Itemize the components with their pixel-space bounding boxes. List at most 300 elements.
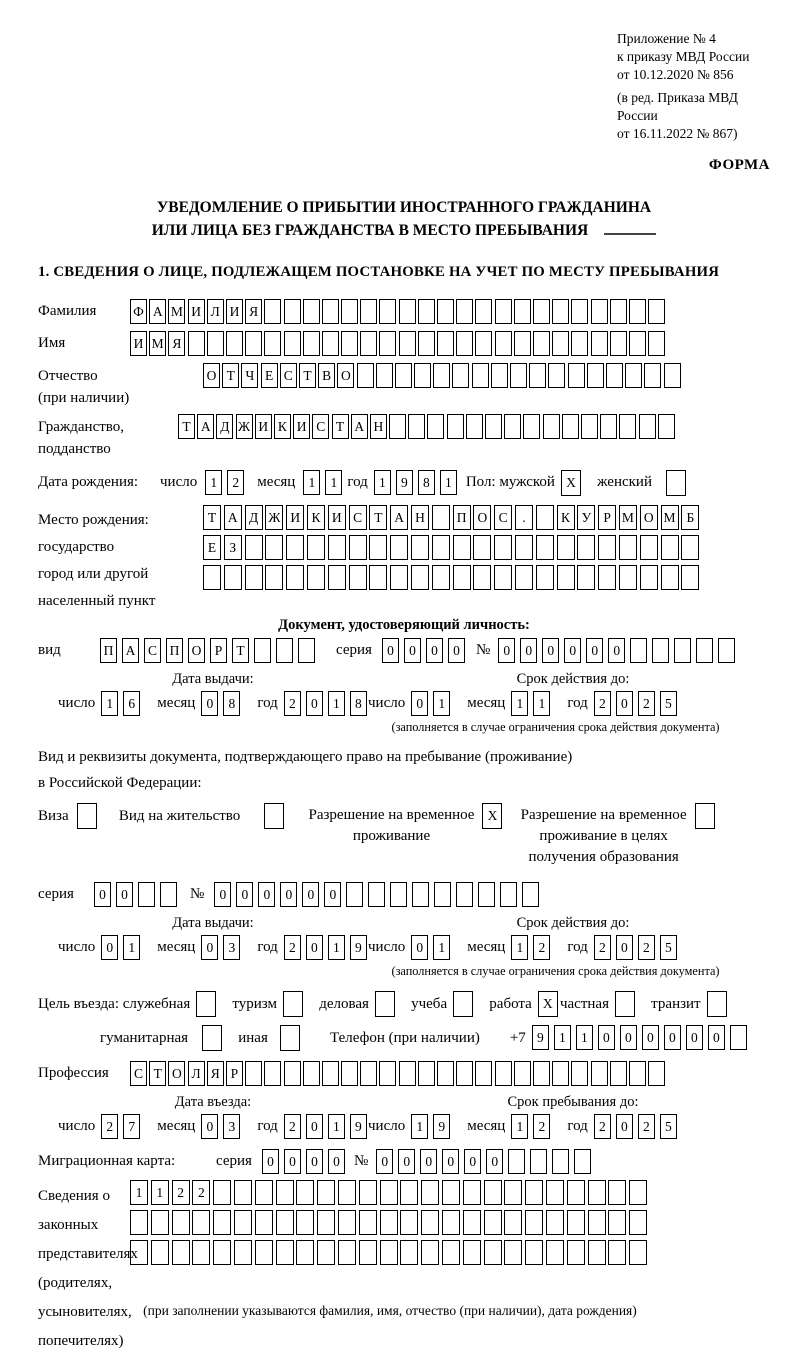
char-cell	[610, 299, 627, 324]
char-cell: 0	[598, 1025, 615, 1050]
char-cell: О	[188, 638, 205, 663]
char-cell	[265, 565, 283, 590]
char-cell: М	[619, 505, 637, 530]
name-row	[38, 331, 770, 356]
char-cell	[447, 414, 464, 439]
char-cell	[473, 565, 491, 590]
char-cell	[380, 1240, 398, 1265]
char-cell: М	[661, 505, 679, 530]
char-cell	[514, 299, 531, 324]
char-cell	[202, 1025, 222, 1051]
char-cell	[77, 803, 97, 829]
char-cell: С	[349, 505, 367, 530]
char-cell	[510, 363, 527, 388]
char-cell: 1	[576, 1025, 593, 1050]
char-cell	[484, 1240, 502, 1265]
char-cell: 5	[660, 1114, 677, 1139]
char-cell	[317, 1240, 335, 1265]
name-cells	[130, 331, 667, 356]
char-cell	[475, 1061, 492, 1086]
char-cell: Ж	[265, 505, 283, 530]
char-cell	[629, 1240, 647, 1265]
char-cell	[207, 331, 224, 356]
char-cell: Р	[598, 505, 616, 530]
char-cell	[652, 638, 669, 663]
char-cell	[473, 535, 491, 560]
char-cell	[525, 1240, 543, 1265]
char-cell	[591, 299, 608, 324]
entry-purpose-label: Цель въезда: служебная	[38, 996, 191, 1012]
char-cell: 1	[328, 691, 345, 716]
char-cell: С	[494, 505, 512, 530]
legal-reps-row	[38, 1180, 770, 1356]
char-cell: Л	[188, 1061, 205, 1086]
day-label: число	[58, 939, 96, 955]
char-cell	[360, 331, 377, 356]
char-cell	[418, 331, 435, 356]
sex-male-label: Пол: мужской	[465, 474, 555, 490]
year-label: год	[257, 695, 278, 711]
char-cell	[296, 1240, 314, 1265]
surname-label: Фамилия	[38, 303, 97, 319]
issue-date-heading: Дата выдачи:	[172, 671, 254, 687]
appendix-line-2: к приказу МВД России	[617, 49, 750, 64]
char-cell: 0	[306, 1114, 323, 1139]
sex-female-label: женский	[597, 474, 652, 490]
char-cell: А	[122, 638, 139, 663]
char-cell	[552, 1061, 569, 1086]
char-cell: П	[166, 638, 183, 663]
migration-series-cells	[262, 1149, 350, 1174]
char-cell	[568, 363, 585, 388]
char-cell: 0	[420, 1149, 437, 1174]
char-cell	[629, 299, 646, 324]
char-cell	[463, 1180, 481, 1205]
char-cell	[674, 638, 691, 663]
char-cell: Н	[411, 505, 429, 530]
char-cell	[360, 1061, 377, 1086]
char-cell	[360, 299, 377, 324]
profession-row	[38, 1061, 770, 1086]
doc-series-label: серия	[336, 642, 372, 658]
char-cell: 1	[328, 935, 345, 960]
month-label: месяц	[157, 939, 196, 955]
char-cell: О	[640, 505, 658, 530]
char-cell: И	[130, 331, 147, 356]
char-cell	[400, 1240, 418, 1265]
char-cell	[588, 1180, 606, 1205]
char-cell: 0	[201, 1114, 218, 1139]
char-cell: 2	[594, 1114, 611, 1139]
char-cell	[390, 535, 408, 560]
char-cell	[619, 565, 637, 590]
char-cell	[523, 414, 540, 439]
residence-permit-checkbox	[264, 803, 286, 829]
char-cell: А	[197, 414, 214, 439]
char-cell	[151, 1210, 169, 1235]
char-cell: 2	[227, 470, 244, 495]
char-cell	[276, 1210, 294, 1235]
section1-heading: 1. СВЕДЕНИЯ О ЛИЦЕ, ПОДЛЕЖАЩЕМ ПОСТАНОВКЕ НА УЧЕТ ПО МЕСТУ ПРЕБЫВАНИЯ	[38, 264, 720, 280]
stay-month	[511, 1114, 555, 1139]
char-cell: 0	[236, 882, 253, 907]
char-cell: С	[280, 363, 297, 388]
char-cell	[307, 535, 325, 560]
char-cell	[254, 638, 271, 663]
char-cell	[619, 414, 636, 439]
residence-doc-dates	[38, 915, 770, 979]
char-cell: О	[168, 1061, 185, 1086]
work-label: работа	[489, 996, 532, 1012]
char-cell: Д	[216, 414, 233, 439]
residence-series-row	[38, 882, 770, 907]
char-cell: А	[224, 505, 242, 530]
char-cell	[389, 414, 406, 439]
char-cell: X	[482, 803, 502, 829]
issue-date-heading: Дата выдачи:	[172, 915, 254, 931]
char-cell	[463, 1210, 481, 1235]
char-cell: 1	[151, 1180, 169, 1205]
char-cell	[286, 535, 304, 560]
char-cell: 9	[532, 1025, 549, 1050]
birth-place-cells-block	[203, 505, 702, 590]
char-cell	[317, 1180, 335, 1205]
char-cell: С	[130, 1061, 147, 1086]
char-cell	[567, 1240, 585, 1265]
appendix-line-5: от 16.11.2022 № 867)	[617, 126, 738, 141]
char-cell	[577, 565, 595, 590]
patronymic-label: Отчество (при наличии)	[38, 368, 130, 406]
char-cell: 0	[258, 882, 275, 907]
char-cell	[495, 1061, 512, 1086]
char-cell	[245, 331, 262, 356]
char-cell	[491, 363, 508, 388]
day-label: число	[368, 1118, 406, 1134]
title-blank-line	[604, 233, 656, 235]
char-cell	[515, 535, 533, 560]
char-cell	[138, 882, 155, 907]
char-cell: 2	[638, 935, 655, 960]
month-label: месяц	[467, 939, 506, 955]
char-cell: 0	[94, 882, 111, 907]
purpose-study-checkbox	[453, 991, 475, 1017]
residence-doc-line-1: Вид и реквизиты документа, подтверждающего право на пребывание (проживание)	[38, 749, 573, 765]
birth-date-label: Дата рождения:	[38, 474, 139, 490]
residence-valid-day	[411, 935, 455, 960]
char-cell: 1	[511, 1114, 528, 1139]
other-label: иная	[238, 1030, 268, 1046]
char-cell	[432, 565, 450, 590]
doc-type-label: вид	[38, 642, 61, 658]
char-cell	[213, 1210, 231, 1235]
purpose-business-checkbox	[375, 991, 397, 1017]
migration-series-label: серия	[216, 1153, 252, 1169]
char-cell: 0	[306, 935, 323, 960]
residence-series-cells	[94, 882, 182, 907]
char-cell: 7	[123, 1114, 140, 1139]
char-cell	[529, 363, 546, 388]
char-cell: К	[307, 505, 325, 530]
char-cell: Р	[226, 1061, 243, 1086]
char-cell	[284, 299, 301, 324]
day-label: число	[58, 695, 96, 711]
char-cell	[629, 1180, 647, 1205]
phone-label: Телефон (при наличии)	[330, 1030, 480, 1046]
citizenship-row	[38, 414, 770, 460]
char-cell	[644, 363, 661, 388]
entry-date-heading: Дата въезда:	[174, 1094, 252, 1110]
char-cell: Т	[299, 363, 316, 388]
char-cell: Л	[207, 299, 224, 324]
char-cell	[494, 535, 512, 560]
study-label: учеба	[411, 996, 448, 1012]
char-cell	[536, 565, 554, 590]
char-cell	[557, 565, 575, 590]
char-cell	[359, 1180, 377, 1205]
char-cell	[188, 331, 205, 356]
char-cell	[525, 1180, 543, 1205]
char-cell	[442, 1240, 460, 1265]
char-cell: М	[149, 331, 166, 356]
char-cell: 0	[328, 1149, 345, 1174]
char-cell	[629, 1061, 646, 1086]
char-cell: 0	[302, 882, 319, 907]
appendix-line-3: от 10.12.2020 № 856	[617, 67, 734, 82]
char-cell	[453, 565, 471, 590]
char-cell: 0	[382, 638, 399, 663]
char-cell: Ж	[236, 414, 253, 439]
char-cell	[359, 1210, 377, 1235]
char-cell	[296, 1210, 314, 1235]
char-cell: 2	[172, 1180, 190, 1205]
residence-doc-type-row	[38, 803, 770, 868]
char-cell	[255, 1210, 273, 1235]
char-cell	[264, 299, 281, 324]
temp-residence-edu-checkbox	[695, 803, 717, 829]
char-cell: 1	[533, 691, 550, 716]
char-cell	[648, 299, 665, 324]
char-cell: 0	[262, 1149, 279, 1174]
char-cell	[552, 331, 569, 356]
char-cell	[442, 1180, 460, 1205]
valid-until-heading: Срок действия до:	[516, 671, 630, 687]
year-label: год	[257, 1118, 278, 1134]
char-cell: 5	[660, 691, 677, 716]
char-cell: 2	[638, 1114, 655, 1139]
entry-purpose-row-2	[38, 1025, 770, 1051]
char-cell: 2	[284, 691, 301, 716]
purpose-other-checkbox	[280, 1025, 302, 1051]
char-cell	[322, 1061, 339, 1086]
char-cell: 2	[533, 1114, 550, 1139]
char-cell	[213, 1240, 231, 1265]
char-cell	[456, 299, 473, 324]
char-cell: 0	[101, 935, 118, 960]
doc-number-cells	[498, 638, 740, 663]
char-cell	[427, 414, 444, 439]
char-cell	[548, 363, 565, 388]
stay-year	[594, 1114, 682, 1139]
char-cell: Н	[370, 414, 387, 439]
char-cell	[322, 331, 339, 356]
char-cell	[478, 882, 495, 907]
migration-number-label: №	[353, 1153, 369, 1169]
char-cell	[341, 299, 358, 324]
char-cell	[567, 1210, 585, 1235]
char-cell: 0	[608, 638, 625, 663]
char-cell: 0	[398, 1149, 415, 1174]
char-cell: 2	[638, 691, 655, 716]
citizenship-cells	[178, 414, 677, 439]
char-cell	[338, 1210, 356, 1235]
char-cell: 1	[130, 1180, 148, 1205]
phone-prefix: +7	[509, 1030, 526, 1046]
patronymic-row	[38, 363, 770, 409]
business-label: деловая	[319, 996, 369, 1012]
char-cell	[369, 565, 387, 590]
char-cell: Я	[168, 331, 185, 356]
char-cell: 0	[664, 1025, 681, 1050]
char-cell	[567, 1180, 585, 1205]
char-cell	[707, 991, 727, 1017]
char-cell	[399, 299, 416, 324]
char-cell	[349, 535, 367, 560]
char-cell	[400, 1210, 418, 1235]
char-cell	[608, 1180, 626, 1205]
char-cell: .	[515, 505, 533, 530]
char-cell: 0	[201, 691, 218, 716]
char-cell	[533, 1061, 550, 1086]
char-cell	[494, 565, 512, 590]
char-cell	[533, 331, 550, 356]
citizenship-label: Гражданство, подданство	[38, 419, 125, 457]
char-cell	[630, 638, 647, 663]
char-cell	[276, 638, 293, 663]
char-cell: 6	[123, 691, 140, 716]
char-cell	[284, 1061, 301, 1086]
char-cell: Ф	[130, 299, 147, 324]
char-cell	[346, 882, 363, 907]
char-cell	[571, 299, 588, 324]
char-cell: 0	[564, 638, 581, 663]
year-label: год	[257, 939, 278, 955]
day-label: число	[368, 939, 406, 955]
char-cell: 0	[214, 882, 231, 907]
char-cell: 2	[533, 935, 550, 960]
char-cell: О	[337, 363, 354, 388]
char-cell	[598, 565, 616, 590]
char-cell	[368, 882, 385, 907]
char-cell	[432, 505, 450, 530]
char-cell	[557, 535, 575, 560]
day-label: число	[58, 1118, 96, 1134]
entry-purpose-row	[38, 991, 770, 1017]
char-cell	[307, 565, 325, 590]
char-cell: М	[168, 299, 185, 324]
char-cell	[571, 1061, 588, 1086]
char-cell	[648, 331, 665, 356]
stay-day	[411, 1114, 455, 1139]
char-cell	[591, 331, 608, 356]
char-cell	[588, 1240, 606, 1265]
stay-until-col	[368, 1094, 778, 1139]
appendix-note	[617, 30, 770, 143]
char-cell: 3	[223, 1114, 240, 1139]
identity-doc-dates	[38, 671, 770, 735]
month-label: месяц	[467, 1118, 506, 1134]
birth-place-row	[38, 505, 770, 615]
purpose-transit-checkbox	[707, 991, 729, 1017]
char-cell: А	[351, 414, 368, 439]
char-cell	[530, 1149, 547, 1174]
char-cell	[255, 1240, 273, 1265]
char-cell	[625, 363, 642, 388]
char-cell: 0	[442, 1149, 459, 1174]
doc-number-label: №	[475, 642, 491, 658]
char-cell	[234, 1210, 252, 1235]
char-cell	[475, 331, 492, 356]
year-label: год	[567, 939, 588, 955]
char-cell	[328, 535, 346, 560]
char-cell	[283, 991, 303, 1017]
doc-type-row	[38, 638, 770, 663]
year-label: год	[567, 1118, 588, 1134]
month-label: месяц	[157, 1118, 196, 1134]
month-label: месяц	[467, 695, 506, 711]
char-cell	[245, 1061, 262, 1086]
char-cell: И	[226, 299, 243, 324]
char-cell	[495, 299, 512, 324]
char-cell	[664, 363, 681, 388]
char-cell: Т	[369, 505, 387, 530]
purpose-humanitarian-checkbox	[202, 1025, 224, 1051]
char-cell: З	[224, 535, 242, 560]
surname-cells	[130, 299, 667, 324]
visa-label: Виза	[38, 808, 69, 824]
char-cell: 0	[404, 638, 421, 663]
char-cell: 5	[660, 935, 677, 960]
profession-cells	[130, 1061, 667, 1086]
char-cell	[681, 535, 699, 560]
char-cell: 1	[433, 935, 450, 960]
char-cell: 0	[620, 1025, 637, 1050]
char-cell	[606, 363, 623, 388]
forma-label: ФОРМА	[708, 157, 770, 173]
legal-reps-cells-3	[130, 1240, 650, 1265]
char-cell: 8	[350, 691, 367, 716]
char-cell: П	[100, 638, 117, 663]
char-cell	[681, 565, 699, 590]
char-cell	[359, 1240, 377, 1265]
char-cell	[571, 331, 588, 356]
char-cell	[463, 1240, 481, 1265]
char-cell: 0	[116, 882, 133, 907]
char-cell	[504, 414, 521, 439]
char-cell	[276, 1180, 294, 1205]
char-cell	[421, 1240, 439, 1265]
char-cell	[581, 414, 598, 439]
char-cell: 0	[411, 935, 428, 960]
char-cell	[280, 1025, 300, 1051]
char-cell: Т	[149, 1061, 166, 1086]
char-cell: П	[453, 505, 471, 530]
char-cell	[588, 1210, 606, 1235]
char-cell	[433, 363, 450, 388]
char-cell	[562, 414, 579, 439]
char-cell	[475, 299, 492, 324]
char-cell	[536, 535, 554, 560]
char-cell	[380, 1180, 398, 1205]
